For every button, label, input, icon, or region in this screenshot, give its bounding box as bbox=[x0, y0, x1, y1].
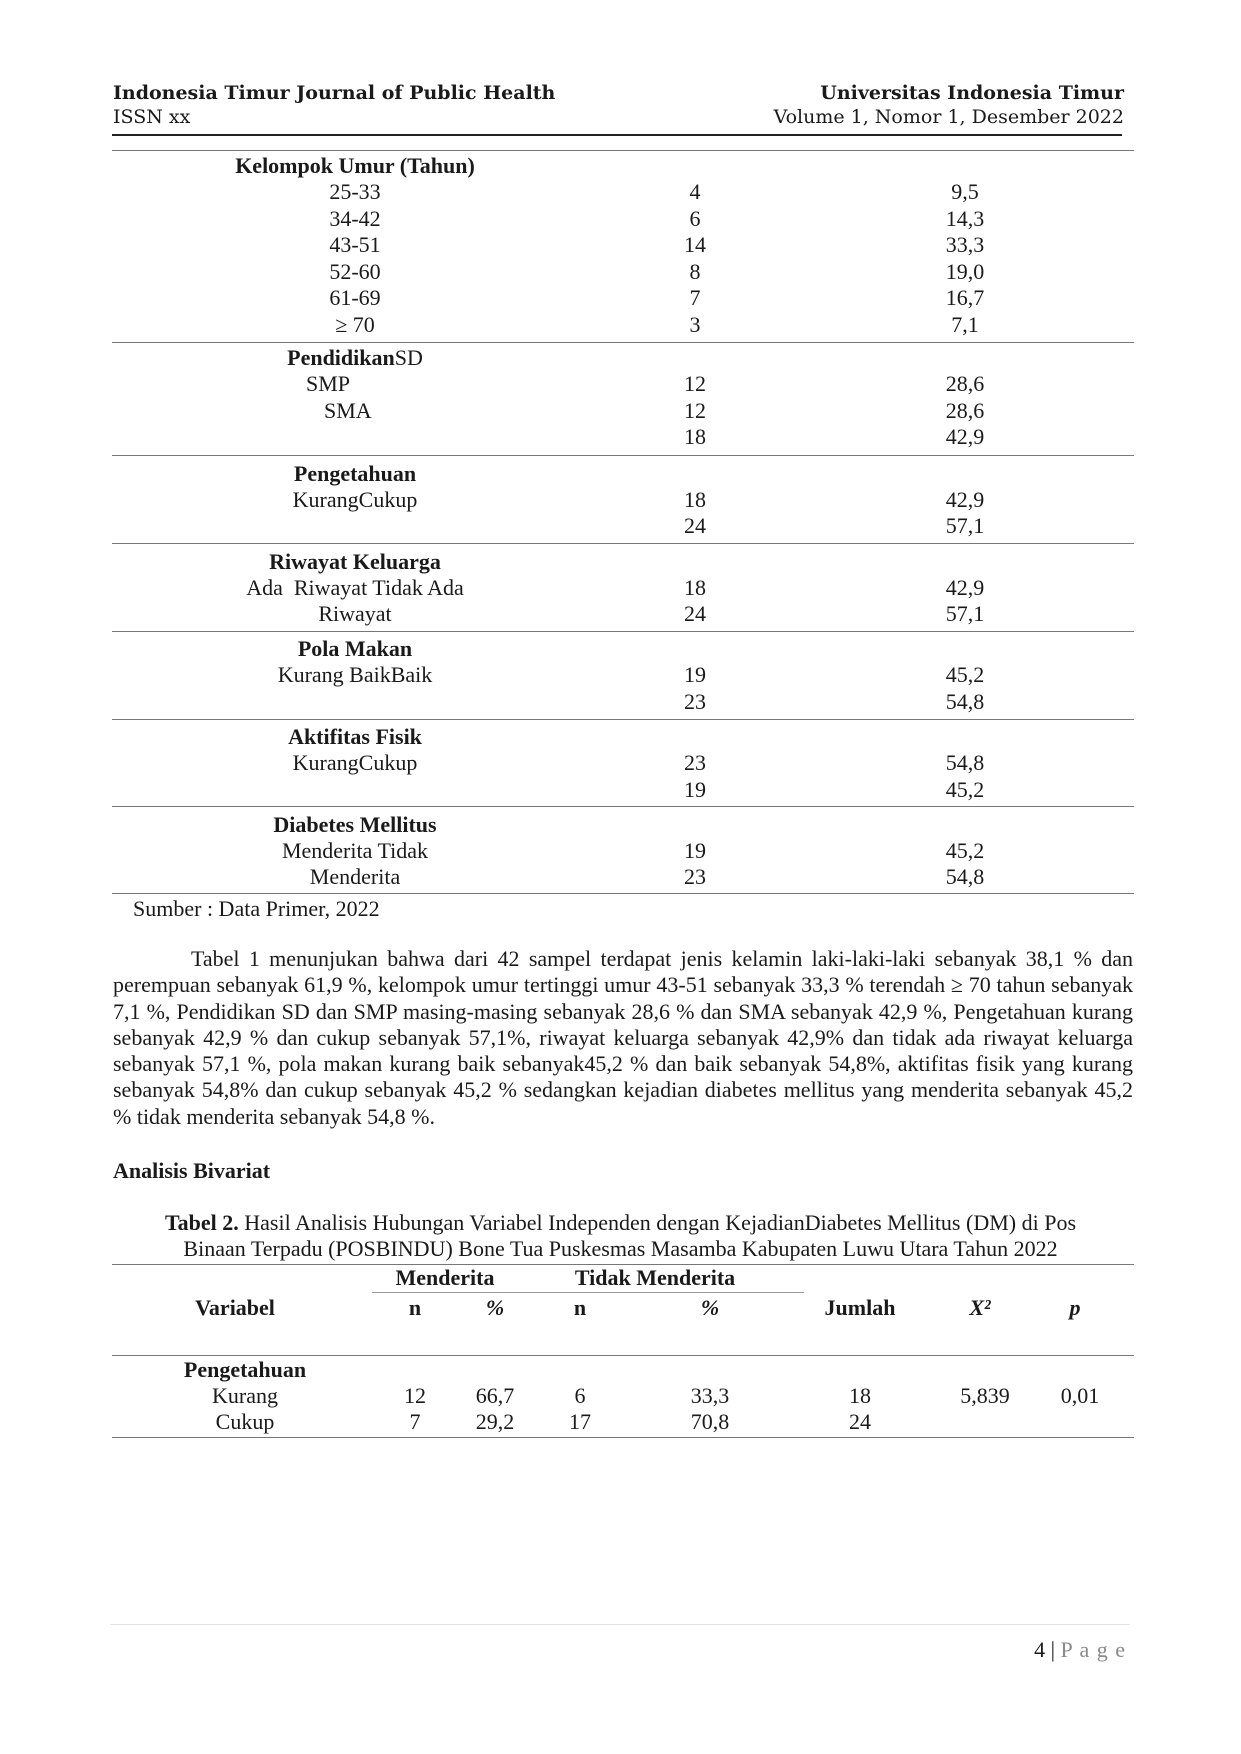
row-n: 19 bbox=[684, 662, 706, 687]
row-pct: 16,7 bbox=[945, 285, 985, 310]
row-label: Cukup bbox=[215, 1409, 275, 1434]
row-n: 12 bbox=[684, 398, 706, 423]
row-n: 6 bbox=[689, 206, 701, 231]
row-pct: 28,6 bbox=[945, 398, 985, 423]
row-pct: 28,6 bbox=[945, 371, 985, 396]
row-pct: 57,1 bbox=[945, 513, 985, 538]
header-rule bbox=[112, 134, 1122, 136]
row-label: Ada Riwayat Tidak Ada bbox=[246, 575, 464, 600]
page-number: 4 bbox=[1034, 1637, 1046, 1662]
header-pct: % bbox=[700, 1295, 720, 1320]
table-rule bbox=[112, 455, 1134, 456]
row-label: KurangCukup bbox=[292, 750, 418, 775]
row-n: 23 bbox=[684, 689, 706, 714]
cell-t-n: 17 bbox=[569, 1409, 591, 1434]
header-subrule bbox=[372, 1292, 804, 1293]
row-label: 43-51 bbox=[329, 232, 381, 257]
row-pct: 19,0 bbox=[945, 259, 985, 284]
group-title-suffix: SD bbox=[394, 345, 423, 370]
header-x2: X² bbox=[969, 1295, 991, 1320]
row-label: ≥ 70 bbox=[335, 312, 375, 337]
row-label: KurangCukup bbox=[292, 487, 418, 512]
cell-m-n: 12 bbox=[404, 1383, 426, 1408]
footer-rule bbox=[110, 1624, 1130, 1625]
row-pct: 9,5 bbox=[951, 179, 979, 204]
issn: ISSN xx bbox=[113, 106, 191, 128]
table-caption-label: Tabel 2. bbox=[164, 1210, 239, 1235]
row-n: 19 bbox=[684, 838, 706, 863]
row-pct: 7,1 bbox=[951, 312, 979, 337]
row-label: SMP bbox=[306, 371, 351, 396]
row-pct: 33,3 bbox=[945, 232, 985, 257]
row-n: 4 bbox=[689, 179, 701, 204]
row-label: 34-42 bbox=[329, 206, 381, 231]
row-label: Menderita bbox=[309, 864, 401, 889]
row-pct: 45,2 bbox=[945, 777, 985, 802]
header-n: n bbox=[408, 1295, 422, 1320]
row-n: 14 bbox=[684, 232, 706, 257]
row-n: 24 bbox=[684, 601, 706, 626]
table-rule bbox=[112, 543, 1134, 544]
university-name: Universitas Indonesia Timur bbox=[820, 82, 1124, 104]
volume-info: Volume 1, Nomor 1, Desember 2022 bbox=[773, 106, 1124, 128]
header-n: n bbox=[573, 1295, 587, 1320]
cell-jumlah: 18 bbox=[849, 1383, 871, 1408]
row-n: 23 bbox=[684, 864, 706, 889]
row-n: 3 bbox=[689, 312, 701, 337]
group-title: Aktifitas Fisik bbox=[288, 724, 422, 749]
table-rule bbox=[112, 893, 1134, 894]
row-pct: 14,3 bbox=[945, 206, 985, 231]
row-n: 18 bbox=[684, 424, 706, 449]
table-rule bbox=[112, 719, 1134, 720]
row-label: Riwayat bbox=[318, 601, 392, 626]
row-n: 18 bbox=[684, 487, 706, 512]
row-n: 23 bbox=[684, 750, 706, 775]
cell-t-pct: 33,3 bbox=[690, 1383, 730, 1408]
group-title: Pengetahuan bbox=[183, 1357, 307, 1382]
cell-m-pct: 29,2 bbox=[475, 1409, 515, 1434]
group-title-bold: Pendidikan bbox=[287, 345, 395, 370]
table-rule bbox=[112, 150, 1134, 151]
row-label: 25-33 bbox=[329, 179, 381, 204]
section-heading: Analisis Bivariat bbox=[113, 1158, 271, 1183]
cell-t-pct: 70,8 bbox=[690, 1409, 730, 1434]
row-label: 61-69 bbox=[329, 285, 381, 310]
row-pct: 54,8 bbox=[945, 750, 985, 775]
row-pct: 42,9 bbox=[945, 424, 985, 449]
header-menderita: Menderita bbox=[395, 1265, 495, 1290]
cell-x2: 5,839 bbox=[960, 1383, 1010, 1408]
header-pct: % bbox=[485, 1295, 505, 1320]
table-caption-line-1 bbox=[0, 1209, 1241, 1236]
row-pct: 42,9 bbox=[945, 487, 985, 512]
page-label: P a g e bbox=[1060, 1637, 1126, 1662]
journal-title: Indonesia Timur Journal of Public Health bbox=[113, 82, 556, 104]
row-n: 8 bbox=[689, 259, 701, 284]
table-rule bbox=[112, 631, 1134, 632]
table-caption-text: Hasil Analisis Hubungan Variabel Independen dengan KejadianDiabetes Mellitus (DM) di Pos bbox=[244, 1210, 1077, 1235]
table-rule bbox=[112, 806, 1134, 807]
page-number-block bbox=[1034, 1636, 1126, 1664]
row-label: Menderita Tidak bbox=[281, 838, 429, 863]
cell-t-n: 6 bbox=[574, 1383, 586, 1408]
cell-jumlah: 24 bbox=[849, 1409, 871, 1434]
group-title: Pola Makan bbox=[297, 636, 413, 661]
row-pct: 42,9 bbox=[945, 575, 985, 600]
group-title: Riwayat Keluarga bbox=[269, 549, 441, 574]
row-pct: 57,1 bbox=[945, 601, 985, 626]
group-title: Diabetes Mellitus bbox=[273, 812, 437, 837]
row-label: SMA bbox=[324, 398, 372, 423]
table-source: Sumber : Data Primer, 2022 bbox=[133, 896, 380, 921]
group-title: Pengetahuan bbox=[293, 461, 417, 486]
table-caption-line-2: Binaan Terpadu (POSBINDU) Bone Tua Puskesmas Masamba Kabupaten Luwu Utara Tahun 2022 bbox=[183, 1236, 1058, 1261]
row-n: 18 bbox=[684, 575, 706, 600]
header-tidak-menderita: Tidak Menderita bbox=[574, 1265, 736, 1290]
row-n: 12 bbox=[684, 371, 706, 396]
row-pct: 45,2 bbox=[945, 662, 985, 687]
row-label: Kurang BaikBaik bbox=[277, 662, 433, 687]
table-rule bbox=[112, 342, 1134, 343]
group-title bbox=[220, 344, 490, 371]
page-separator: | bbox=[1050, 1637, 1056, 1662]
cell-m-n: 7 bbox=[409, 1409, 421, 1434]
row-pct: 54,8 bbox=[945, 689, 985, 714]
group-title: Kelompok Umur (Tahun) bbox=[235, 153, 475, 178]
row-pct: 45,2 bbox=[945, 838, 985, 863]
row-pct: 54,8 bbox=[945, 864, 985, 889]
row-n: 7 bbox=[689, 285, 701, 310]
row-n: 24 bbox=[684, 513, 706, 538]
table-rule bbox=[112, 1437, 1134, 1438]
row-label: 52-60 bbox=[329, 259, 381, 284]
cell-m-pct: 66,7 bbox=[475, 1383, 515, 1408]
header-p: p bbox=[1069, 1295, 1081, 1320]
header-jumlah: Jumlah bbox=[824, 1295, 896, 1320]
row-label: Kurang bbox=[212, 1383, 278, 1408]
row-n: 19 bbox=[684, 777, 706, 802]
header-variabel: Variabel bbox=[195, 1295, 275, 1320]
cell-p: 0,01 bbox=[1060, 1383, 1100, 1408]
body-paragraph: Tabel 1 menunjukan bahwa dari 42 sampel terdapat jenis kelamin laki-laki-laki sebanyak 38,1 % dan perempuan sebanyak 61,9 %, kelompok umur tertinggi umur 43-51 sebanyak 33,3 % terendah ≥ 70 tahun sebanyak 7,1 %, Pendidikan SD dan SMP masing-masing sebanyak 28,6 % dan SMA sebanyak 42,9 %, Pengetahuan kurang sebanyak 42,9 % dan cukup sebanyak 57,1%, riwayat keluarga sebanyak 42,9% dan tidak ada riwayat keluarga sebanyak 57,1 %, pola makan kurang baik sebanyak45,2 % dan baik sebanyak 54,8%, aktifitas fisik yang kurang sebanyak 54,8% dan cukup sebanyak 45,2 % sedangkan kejadian diabetes mellitus yang menderita sebanyak 45,2 % tidak menderita sebanyak 54,8 %. bbox=[113, 946, 1133, 1129]
